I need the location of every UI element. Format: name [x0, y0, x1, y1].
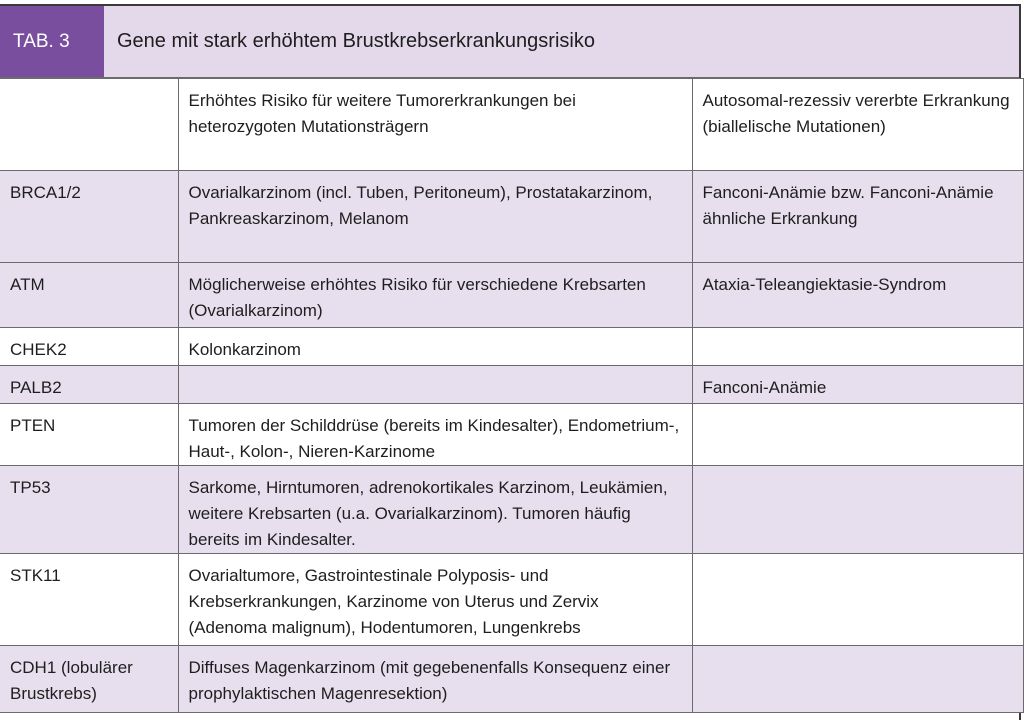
recessive-disease-cell — [692, 404, 1023, 466]
recessive-disease-cell — [692, 646, 1023, 713]
table-row — [0, 554, 1023, 646]
gene-cell: CDH1 (lobulärer Brustkrebs) — [0, 646, 178, 713]
gene-cell: PTEN — [0, 404, 178, 466]
recessive-disease-cell — [692, 554, 1023, 646]
gene-cell: PALB2 — [0, 366, 178, 404]
heterozygous-risk-cell: Sarkome, Hirntumoren, adrenokortikales Karzinom, Leukämien, weitere Krebsarten (u.a. Ovarialkarzinom). Tumoren häufig bereits im Kindesalter. — [178, 466, 692, 554]
table-row — [0, 466, 1023, 554]
table-row — [0, 646, 1023, 713]
gene-cell: CHEK2 — [0, 328, 178, 366]
gene-cell: BRCA1/2 — [0, 171, 178, 263]
heterozygous-risk-cell: Tumoren der Schilddrüse (bereits im Kindesalter), Endometrium-, Haut-, Kolon-, Nieren-Karzinome — [178, 404, 692, 466]
table-header-row — [0, 79, 1023, 171]
header-cell-heterozygous: Erhöhtes Risiko für weitere Tumorerkrankungen bei heterozygoten Mutationsträgern — [178, 79, 692, 171]
table-row — [0, 366, 1023, 404]
table-row — [0, 404, 1023, 466]
header-cell-recessive: Autosomal-rezessiv vererbte Erkrankung (biallelische Mutationen) — [692, 79, 1023, 171]
recessive-disease-cell: Ataxia-Teleangiektasie-Syndrom — [692, 263, 1023, 328]
heterozygous-risk-cell: Möglicherweise erhöhtes Risiko für verschiedene Krebsarten (Ovarialkarzinom) — [178, 263, 692, 328]
table-number-label: TAB. 3 — [0, 6, 104, 77]
heterozygous-risk-cell: Diffuses Magenkarzinom (mit gegebenenfalls Konsequenz einer prophylaktischen Magenresektion) — [178, 646, 692, 713]
recessive-disease-cell — [692, 328, 1023, 366]
heterozygous-risk-cell: Ovarialtumore, Gastrointestinale Polyposis- und Krebserkrankungen, Karzinome von Uterus und Zervix (Adenoma malignum), Hodentumoren, Lungenkrebs — [178, 554, 692, 646]
header-cell-gene — [0, 79, 178, 171]
table-row — [0, 171, 1023, 263]
gene-risk-table — [0, 78, 1024, 713]
heterozygous-risk-cell: Ovarialkarzinom (incl. Tuben, Peritoneum), Prostatakarzinom, Pankreaskarzinom, Melanom — [178, 171, 692, 263]
gene-cell: STK11 — [0, 554, 178, 646]
table-row — [0, 328, 1023, 366]
heterozygous-risk-cell: Kolonkarzinom — [178, 328, 692, 366]
table-header-bar — [0, 6, 1019, 78]
recessive-disease-cell — [692, 466, 1023, 554]
heterozygous-risk-cell — [178, 366, 692, 404]
recessive-disease-cell: Fanconi-Anämie — [692, 366, 1023, 404]
gene-cell: ATM — [0, 263, 178, 328]
gene-cell: TP53 — [0, 466, 178, 554]
table-row — [0, 263, 1023, 328]
table-title: Gene mit stark erhöhtem Brustkrebserkrankungsrisiko — [117, 30, 595, 52]
recessive-disease-cell: Fanconi-Anämie bzw. Fanconi-Anämie ähnliche Erkrankung — [692, 171, 1023, 263]
